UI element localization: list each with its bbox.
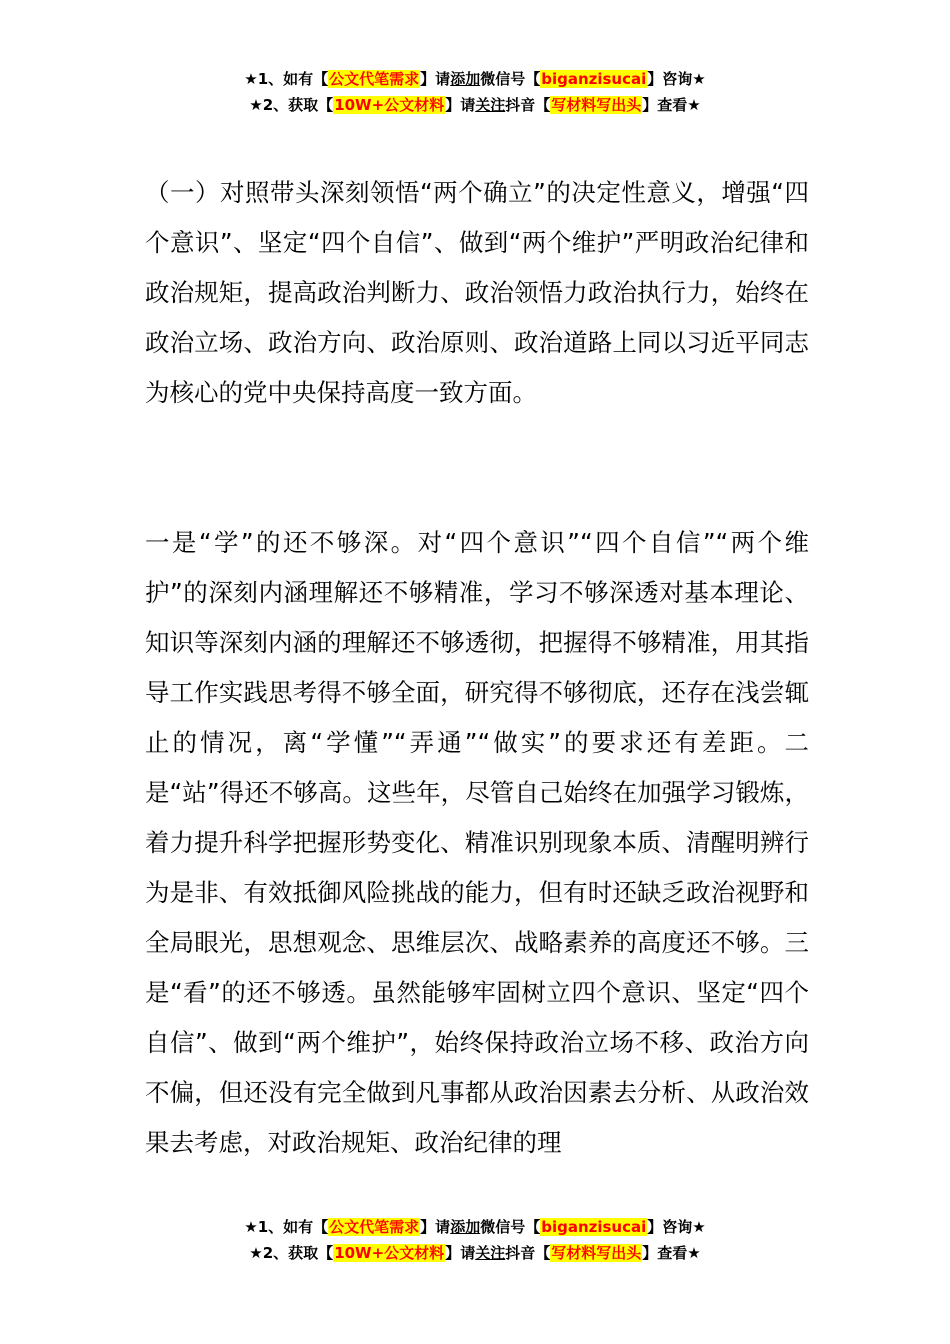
banner-text: 微信号【 xyxy=(480,70,541,88)
banner-text: 】查看★ xyxy=(642,96,701,114)
highlight-materials: 10W+公文材料 xyxy=(334,96,445,114)
underline-follow: 关注 xyxy=(475,96,506,114)
banner-text: 微信号【 xyxy=(480,1218,541,1236)
highlight-douyin-account: 写材料写出头 xyxy=(551,96,642,114)
banner-text: ★2、获取【 xyxy=(249,1244,334,1262)
banner-text: 】咨询★ xyxy=(647,70,706,88)
banner-text: ★2、获取【 xyxy=(249,96,334,114)
header-banner xyxy=(0,66,950,118)
body-paragraph: 一是“学”的还不够深。对“四个意识”“四个自信”“两个维护”的深刻内涵理解还不够精准，学习不够深透对基本理论、知识等深刻内涵的理解还不够透彻，把握得不够精准，用其指导工作实践思考得不够全面，研究得不够彻底，还存在浅尝辄止的情况，离“学懂”“弄通”“做实”的要求还有差距。二是“站”得还不够高。这些年，尽管自己始终在加强学习锻炼，着力提升科学把握形势变化、精准识别现象本质、清醒明辨行为是非、有效抵御风险挑战的能力，但有时还缺乏政治视野和全局眼光，思想观念、思维层次、战略素养的高度还不够。三是“看”的还不够透。虽然能够牢固树立四个意识、坚定“四个自信”、做到“两个维护”，始终保持政治立场不移、政治方向不偏，但还没有完全做到凡事都从政治因素去分析、从政治效果去考虑，对政治规矩、政治纪律的理 xyxy=(145,528,809,1157)
underline-add: 添加 xyxy=(450,1218,481,1236)
header-banner-line-2 xyxy=(0,92,950,118)
highlight-wechat-id: biganzisucai xyxy=(541,1218,647,1236)
banner-text: 】查看★ xyxy=(642,1244,701,1262)
highlight-ghostwriting: 公文代笔需求 xyxy=(329,70,420,88)
footer-banner xyxy=(0,1214,950,1266)
banner-text: ★1、如有【 xyxy=(244,70,329,88)
section-heading: （一）对照带头深刻领悟“两个确立”的决定性意义，增强“四个意识”、坚定“四个自信”、做到“两个维护”严明政治纪律和政治规矩，提高政治判断力、政治领悟力政治执行力，始终在政治立场、政治方向、政治原则、政治道路上同以习近平同志为核心的党中央保持高度一致方面。 xyxy=(145,178,809,407)
highlight-wechat-id: biganzisucai xyxy=(541,70,647,88)
header-banner-line-1 xyxy=(0,66,950,92)
banner-text: 】咨询★ xyxy=(647,1218,706,1236)
underline-follow: 关注 xyxy=(475,1244,506,1262)
highlight-materials: 10W+公文材料 xyxy=(334,1244,445,1262)
footer-banner-line-1 xyxy=(0,1214,950,1240)
highlight-ghostwriting: 公文代笔需求 xyxy=(329,1218,420,1236)
banner-text: 抖音【 xyxy=(505,96,551,114)
banner-text: 】请 xyxy=(445,96,476,114)
banner-text: 】请 xyxy=(445,1244,476,1262)
banner-text: 】请 xyxy=(420,70,451,88)
banner-text: 抖音【 xyxy=(505,1244,551,1262)
footer-banner-line-2 xyxy=(0,1240,950,1266)
highlight-douyin-account: 写材料写出头 xyxy=(551,1244,642,1262)
banner-text: 】请 xyxy=(420,1218,451,1236)
underline-add: 添加 xyxy=(450,70,481,88)
banner-text: ★1、如有【 xyxy=(244,1218,329,1236)
